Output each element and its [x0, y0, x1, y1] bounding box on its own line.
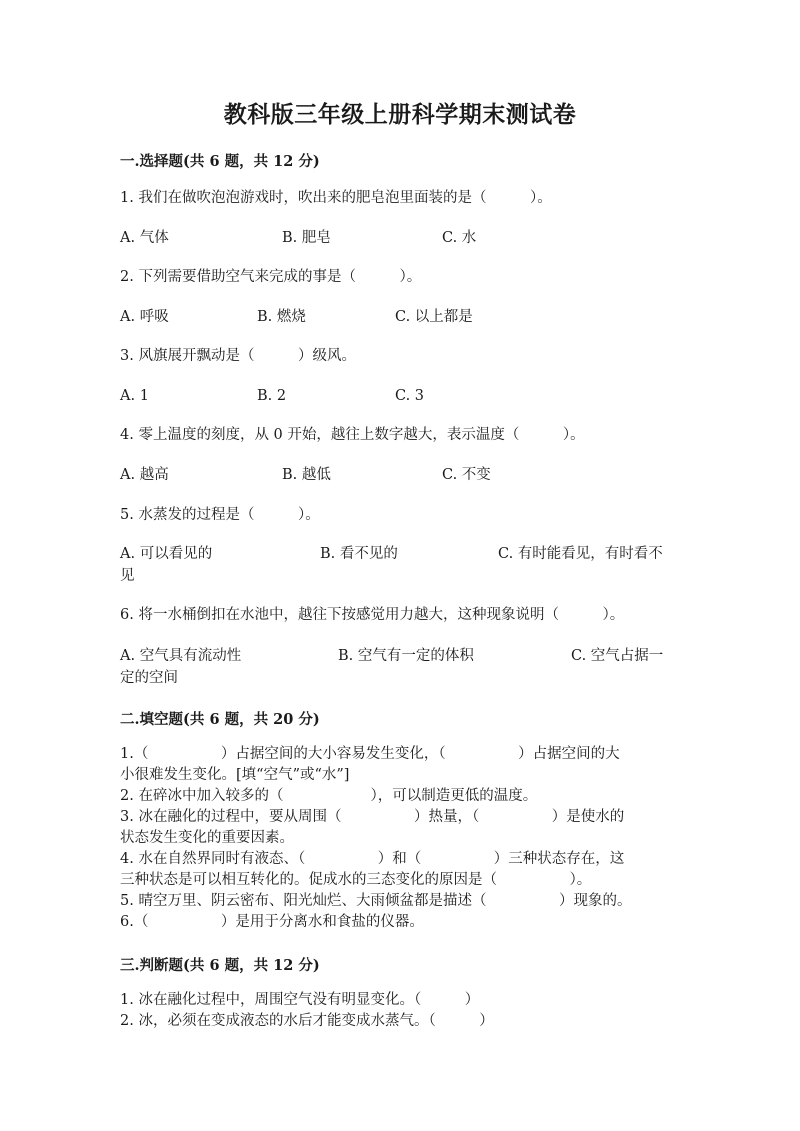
question-3-options: [120, 386, 680, 406]
fill-line: 2. 在碎冰中加入较多的（ ），可以制造更低的温度。: [120, 788, 538, 804]
option-a: A. 呼吸: [120, 309, 169, 325]
fill-line: 小很难发生变化。[填“空气”或“水”]: [120, 767, 350, 783]
option-c: C. 有时能看见，有时看不: [498, 546, 663, 562]
option-b: B. 燃烧: [257, 309, 306, 325]
question-5: 5. 水蒸发的过程是（ ）。: [120, 507, 320, 523]
fill-line: 1.（ ）占据空间的大小容易发生变化，（ ）占据空间的大: [120, 746, 620, 762]
question-4: 4. 零上温度的刻度，从 0 开始，越往上数字越大，表示温度（ ）。: [120, 427, 585, 443]
question-1: 1. 我们在做吹泡泡游戏时，吹出来的肥皂泡里面装的是（ ）。: [120, 190, 552, 206]
question-2: 2. 下列需要借助空气来完成的事是（ ）。: [120, 269, 422, 285]
option-c: C. 水: [442, 230, 477, 246]
question-3: 3. 风旗展开飘动是（ ）级风。: [120, 348, 356, 364]
option-a: A. 空气具有流动性: [120, 648, 242, 664]
question-6: 6. 将一水桶倒扣在水池中，越往下按感觉用力越大，这种现象说明（ ）。: [120, 607, 625, 623]
judgement-line: 1. 冰在融化过程中，周围空气没有明显变化。（ ）: [120, 992, 480, 1008]
option-a: A. 越高: [120, 467, 169, 483]
fill-line: 状态发生变化的重要因素。: [120, 830, 294, 846]
option-c: C. 3: [395, 388, 425, 404]
question-4-options: [120, 465, 680, 485]
fill-line: 6.（ ）是用于分离水和食盐的仪器。: [120, 914, 424, 930]
section-heading-judgement: 三.判断题(共 6 题，共 12 分): [120, 957, 320, 974]
fill-line: 3. 冰在融化的过程中，要从周围（ ）热量，（ ）是使水的: [120, 809, 625, 825]
judgement-line: 2. 冰，必须在变成液态的水后才能变成水蒸气。（ ）: [120, 1013, 494, 1029]
fill-line: 5. 晴空万里、阴云密布、阳光灿烂、大雨倾盆都是描述（ ）现象的。: [120, 893, 632, 909]
page-title: 教科版三年级上册科学期末测试卷: [223, 101, 577, 128]
option-b: B. 肥皂: [282, 230, 331, 246]
option-a: A. 1: [120, 388, 149, 404]
option-c: C. 以上都是: [395, 309, 473, 325]
question-2-options: [120, 307, 680, 327]
question-6-options: [120, 645, 680, 689]
option-c: C. 空气占据一: [571, 648, 664, 664]
question-1-options: [120, 228, 680, 248]
option-c-continued: 定的空间: [120, 670, 178, 686]
option-b: B. 看不见的: [320, 546, 398, 562]
option-a: A. 气体: [120, 230, 169, 246]
section-heading-fill: 二.填空题(共 6 题，共 20 分): [120, 711, 320, 728]
fill-line: 三种状态是可以相互转化的。促成水的三态变化的原因是（ ）。: [120, 872, 592, 888]
option-c-continued: 见: [120, 568, 135, 584]
fill-line: 4. 水在自然界同时有液态、（ ）和（ ）三种状态存在，这: [120, 851, 625, 867]
option-a: A. 可以看见的: [120, 546, 213, 562]
option-b: B. 越低: [282, 467, 331, 483]
section-heading-choice: 一.选择题(共 6 题，共 12 分): [120, 153, 320, 170]
option-c: C. 不变: [442, 467, 491, 483]
fill-in-questions: [120, 744, 680, 933]
judgement-questions: [120, 990, 680, 1032]
option-b: B. 2: [257, 388, 287, 404]
option-b: B. 空气有一定的体积: [338, 648, 474, 664]
question-5-options: [120, 543, 680, 587]
